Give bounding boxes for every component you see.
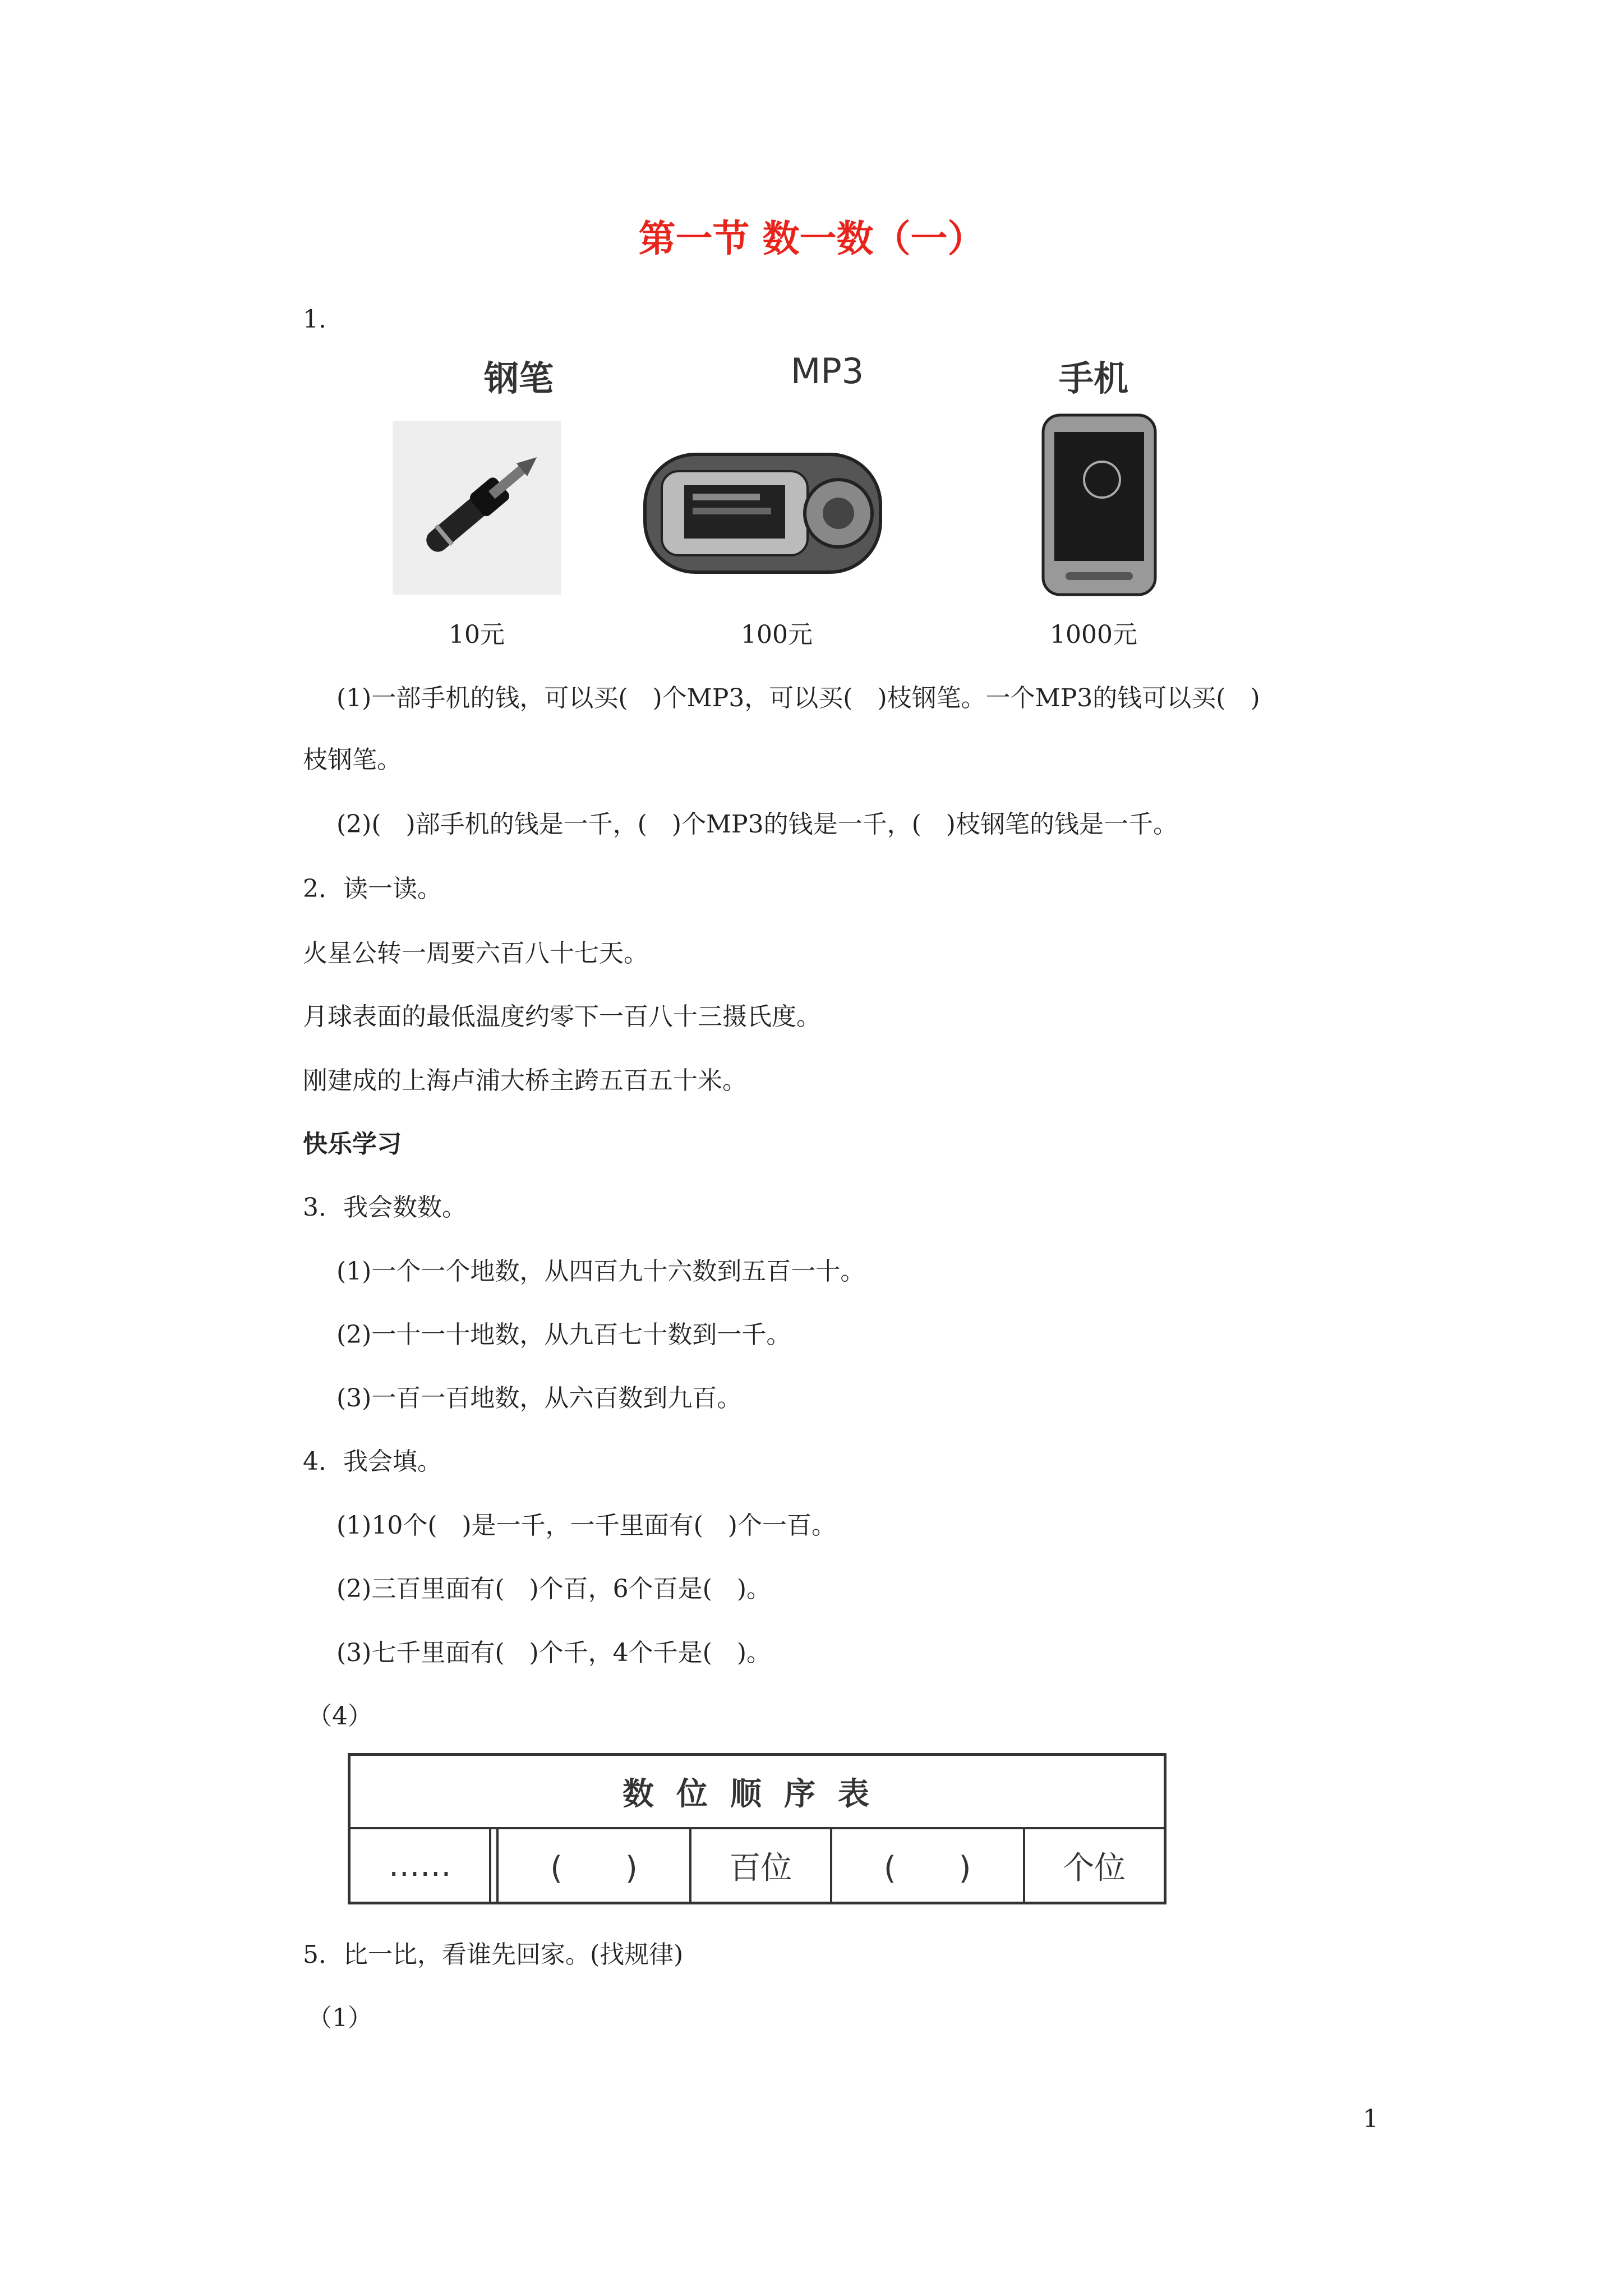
q3-item-2: (2)一十一十地数，从九百七十数到一千。 [336,1320,791,1349]
place-cell-fill-2: ( ) [831,1828,1024,1903]
place-cell-hundreds: 百位 [690,1828,831,1903]
place-cell-ones: 个位 [1024,1828,1165,1903]
q4-sub4: （4） [307,1702,372,1731]
q4-item-3: (3)七千里面有( )个千，4个千是( )。 [336,1639,771,1667]
q4-item-1: (1)10个( )是一千，一千里面有( )个一百。 [336,1511,836,1540]
place-cell-fill-1: ( ) [497,1828,690,1903]
price-pen: 10元 [449,620,505,649]
product-name-pen: 钢笔 [483,358,554,399]
q4-heading: 4．我会填。 [303,1447,442,1476]
q3-item-3: (3)一百一百地数，从六百数到九百。 [336,1384,742,1412]
q1-part2: (2)( )部手机的钱是一千，( )个MP3的钱是一千，( )枝钢笔的钱是一千。 [336,810,1178,839]
q2-line-2: 月球表面的最低温度约零下一百八十三摄氏度。 [303,1002,821,1031]
q2-heading: 2．读一读。 [303,875,442,903]
price-phone: 1000元 [1050,620,1137,649]
q4-item-2: (2)三百里面有( )个百，6个百是( )。 [336,1575,771,1603]
page-title: 第一节 数一数（一） [638,217,985,260]
place-value-table-title: 数位顺序表 [349,1755,1165,1829]
q3-item-1: (1)一个一个地数，从四百九十六数到五百一十。 [336,1257,865,1286]
q3-heading: 3．我会数数。 [303,1193,467,1222]
q1-number: 1. [303,305,326,334]
page-number: 1 [1363,2105,1378,2133]
q2-line-3: 刚建成的上海卢浦大桥主跨五百五十米。 [303,1066,747,1095]
product-name-mp3: MP3 [790,351,864,392]
place-cell-ellipsis: …… [349,1828,491,1903]
price-mp3: 100元 [741,620,813,649]
q1-part1-line1: (1)一部手机的钱，可以买( )个MP3，可以买( )枝钢笔。一个MP3的钱可以买( ) [336,684,1260,712]
section-heading: 快乐学习 [303,1130,402,1158]
mp3-player-icon [639,432,886,589]
product-name-phone: 手机 [1058,358,1128,399]
mobile-phone-icon [1035,412,1164,597]
place-cell-blank [490,1828,497,1903]
q2-line-1: 火星公转一周要六百八十七天。 [303,939,648,968]
fountain-pen-icon [393,421,561,595]
place-value-table [348,1753,1166,1904]
q5-sub1: （1） [307,2004,372,2032]
q1-part1-line2: 枝钢笔。 [303,746,402,774]
q5-heading: 5．比一比，看谁先回家。(找规律) [303,1940,684,1969]
